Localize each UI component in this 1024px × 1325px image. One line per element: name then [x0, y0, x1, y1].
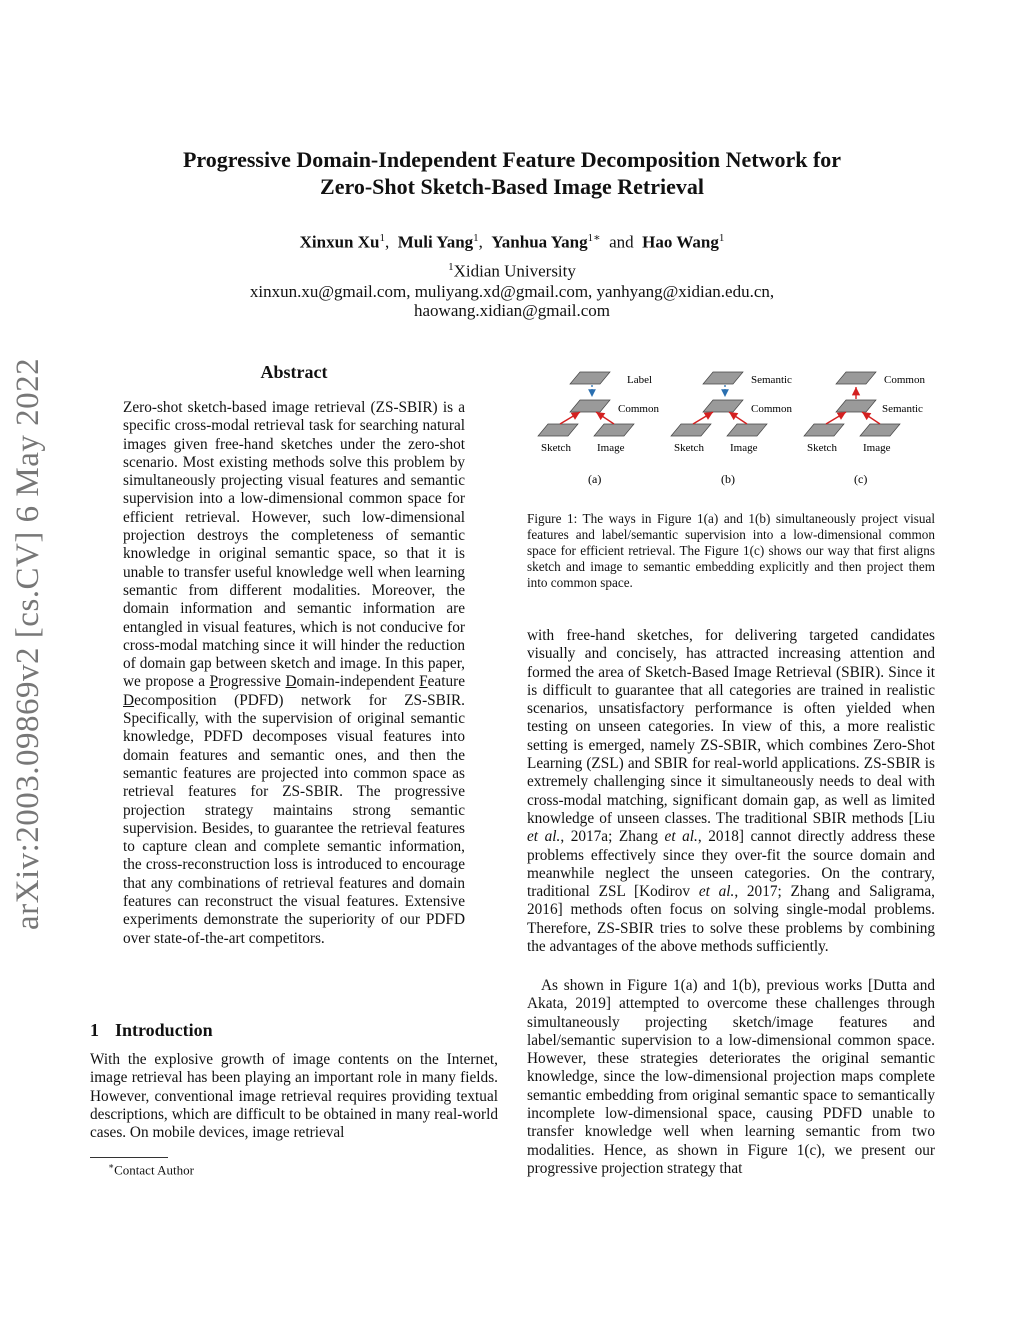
- plane-sketch: [671, 424, 711, 436]
- abstract-part-2: (PDFD) network for ZS-SBIR. Specifically, with the supervision of original semantic knowledge, PDFD decomposes visual features into domain features and semantic ones, and then the semantic features are projected into common space as retrieval features for ZS-SBIR. The progressive projection strategy maintains strong semantic supervision. Besides, to guarantee the retrieval features to capture clean and complete semantic information, the cross-reconstruction loss is introduced to encourage that any combinations of retrieval features and domain features can reconstruct the visual features. Extensive experiments demonstrate the superiority of our PDFD over state-of-the-art competitors.: [123, 691, 465, 947]
- et-al: et al.: [698, 883, 735, 901]
- arrow-sketch-to-semantic: [826, 412, 846, 424]
- figure-1-caption: Figure 1: The ways in Figure 1(a) and 1(b) simultaneously project visual features and label/semantic supervision into a low-dimensional common space for efficient retrieval. The Figure 1(c) shows our way that first aligns sketch and image to semantic embedding explicitly and then project them into common space.: [527, 511, 935, 590]
- affiliation-name: Xidian University: [453, 261, 576, 281]
- abstract-text: [123, 399, 465, 948]
- plane-common: [836, 372, 876, 384]
- figure-panel-a: [538, 372, 659, 486]
- section-heading-introduction: [90, 1020, 229, 1041]
- panel-label: (c): [854, 472, 868, 486]
- affiliation: [0, 257, 1024, 282]
- sketch-text: Sketch: [807, 442, 837, 454]
- plane-common-text: Common: [618, 403, 659, 415]
- author-name: Yanhua Yang: [491, 232, 588, 252]
- plane-semantic: [836, 400, 876, 412]
- right-column-paragraph-2: As shown in Figure 1(a) and 1(b), previous works [Dutta and Akata, 2019] attempted to overcome these challenges through simultaneously projecting sketch/image features and label/semantic supervision to a low-dimensional common space. However, these strategies deteriorates the original semantic knowledge, since the low-dimensional projection maps complete semantic embedding from original semantic space to semantically incomplete low-dimensional space, causing PDFD unable to transfer knowledge well when learning semantic from two modalities. Hence, as shown in Figure 1(c), we present our progressive projection strategy that: [527, 977, 935, 1177]
- footnote: [108, 1161, 194, 1178]
- plane-sketch: [804, 424, 844, 436]
- acronym-rest: eature: [427, 673, 465, 691]
- author-emails: [0, 282, 1024, 320]
- plane-semantic: [703, 372, 743, 384]
- section-title: Introduction: [115, 1020, 213, 1040]
- arrow-image-to-common: [729, 412, 747, 424]
- right-column-paragraph-1: [527, 627, 935, 956]
- sketch-text: Sketch: [541, 442, 571, 454]
- author-and: and: [609, 232, 634, 252]
- footnote-text: Contact Author: [114, 1162, 194, 1178]
- et-al: et al.: [664, 828, 698, 846]
- plane-label: [570, 372, 610, 384]
- section-number: 1: [90, 1020, 99, 1040]
- text-run: , 2018] cannot directly address these problems effectively since they over-fit the source domain and meanwhile neglect the unseen categories. On the contrary, traditional ZSL [Kodirov: [527, 828, 935, 901]
- abstract-heading: Abstract: [260, 362, 328, 382]
- acronym-rest: rogressive: [218, 673, 286, 691]
- plane-common: [703, 400, 743, 412]
- text-run: , 2017a; Zhang: [560, 828, 665, 846]
- author-separator: ,: [384, 232, 390, 252]
- plane-image: [860, 424, 900, 436]
- author-mark: 1: [379, 232, 385, 244]
- affiliation-mark: 1: [448, 261, 454, 273]
- plane-semantic-text: Semantic: [882, 403, 923, 415]
- acronym-letter: P: [209, 673, 219, 691]
- figure-panel-c: [804, 372, 925, 486]
- et-al: et al.: [527, 828, 561, 846]
- panel-label: (a): [588, 472, 602, 486]
- acronym-letter: D: [123, 691, 135, 709]
- plane-semantic-text: Semantic: [751, 374, 792, 386]
- image-text: Image: [730, 442, 758, 454]
- arrow-image-to-semantic: [862, 412, 880, 424]
- arrow-sketch-to-common: [693, 412, 713, 424]
- title-line-2: Zero-Shot Sketch-Based Image Retrieval: [320, 174, 704, 199]
- author-list: [0, 228, 1024, 253]
- plane-image: [727, 424, 767, 436]
- acronym-letter: F: [419, 673, 428, 691]
- author-mark: 1: [718, 232, 725, 244]
- image-text: Image: [863, 442, 891, 454]
- author-separator: ,: [478, 232, 483, 252]
- plane-common-text: Common: [884, 374, 925, 386]
- footnote-mark: ∗: [108, 1161, 115, 1171]
- figure-panel-b: [671, 372, 792, 486]
- title-line-1: Progressive Domain-Independent Feature Decomposition Network for: [182, 147, 842, 172]
- text-run: with free-hand sketches, for delivering targeted candidates visually and concisely, has attracted increasing attention and formed the area of Sketch-Based Image Retrieval (SBIR). Since it is difficult to guarantee that all categories are trained in realistic scenarios, unsatisfactory performance is often yielded when testing on unseen categories. In view of this, a more realistic setting is emerged, namely ZS-SBIR, which combines Zero-Shot Learning (ZSL) and SBIR for real-world applications. ZS-SBIR is extremely challenging since it simultaneously needs to deal with cross-modal matching, significant domain gap, as well as limited knowledge of unseen classes. The traditional SBIR methods [Liu: [527, 627, 935, 827]
- author-name: Xinxun Xu: [299, 232, 380, 252]
- figure-1: [528, 362, 938, 492]
- acronym-rest: ecomposition: [134, 691, 217, 709]
- footnote-rule: [90, 1157, 168, 1158]
- paper-title: [0, 146, 1024, 200]
- introduction-text: With the explosive growth of image contents on the Internet, image retrieval has been playing an important role in many fields. However, conventional image retrieval requires providing textual descriptions, which are difficult to be obtained in many real-world cases. On mobile devices, image retrieval: [90, 1051, 498, 1142]
- plane-common-text: Common: [751, 403, 792, 415]
- author-name: Hao Wang: [642, 232, 719, 252]
- emails-line-2: haowang.xidian@gmail.com: [414, 301, 610, 320]
- plane-image: [594, 424, 634, 436]
- author-mark: 1∗: [587, 232, 601, 244]
- plane-sketch: [538, 424, 578, 436]
- arrow-image-to-common: [596, 412, 614, 424]
- plane-label-text: Label: [627, 374, 653, 386]
- author-name: Muli Yang: [397, 232, 474, 252]
- arrow-sketch-to-common: [560, 412, 580, 424]
- plane-common: [570, 400, 610, 412]
- arxiv-stamp: arXiv:2003.09869v2 [cs.CV] 6 May 2022: [10, 357, 46, 930]
- emails-line-1: xinxun.xu@gmail.com, muliyang.xd@gmail.com, yanhyang@xidian.edu.cn,: [249, 282, 775, 301]
- sketch-text: Sketch: [674, 442, 704, 454]
- abstract-part-1: Zero-shot sketch-based image retrieval (ZS-SBIR) is a specific cross-modal retrieval task for searching natural images given free-hand sketches under the zero-shot scenario. Most existing methods solve this problem by simultaneously projecting visual features and semantic supervision into a low-dimensional common space for efficient retrieval. However, such low-dimensional projection destroys the completeness of semantic knowledge in original semantic space, so that it is unable to transfer useful knowledge well when learning semantic from different modalities. Moreover, the domain information and semantic information are entangled in visual features, which is not conducive for cross-modal matching since it will hinder the reduction of domain gap between sketch and image. In this paper, we propose a: [123, 399, 465, 691]
- acronym-rest: omain-independent: [296, 673, 420, 691]
- author-mark: 1: [473, 232, 479, 244]
- acronym-letter: D: [285, 673, 297, 691]
- text-run: , 2017; Zhang and Saligrama, 2016] methods often focus on solving single-modal problems. Therefore, ZS-SBIR tries to solve these problems by combining the advantages of the above methods sufficiently.: [527, 883, 935, 956]
- panel-label: (b): [721, 472, 735, 486]
- image-text: Image: [597, 442, 625, 454]
